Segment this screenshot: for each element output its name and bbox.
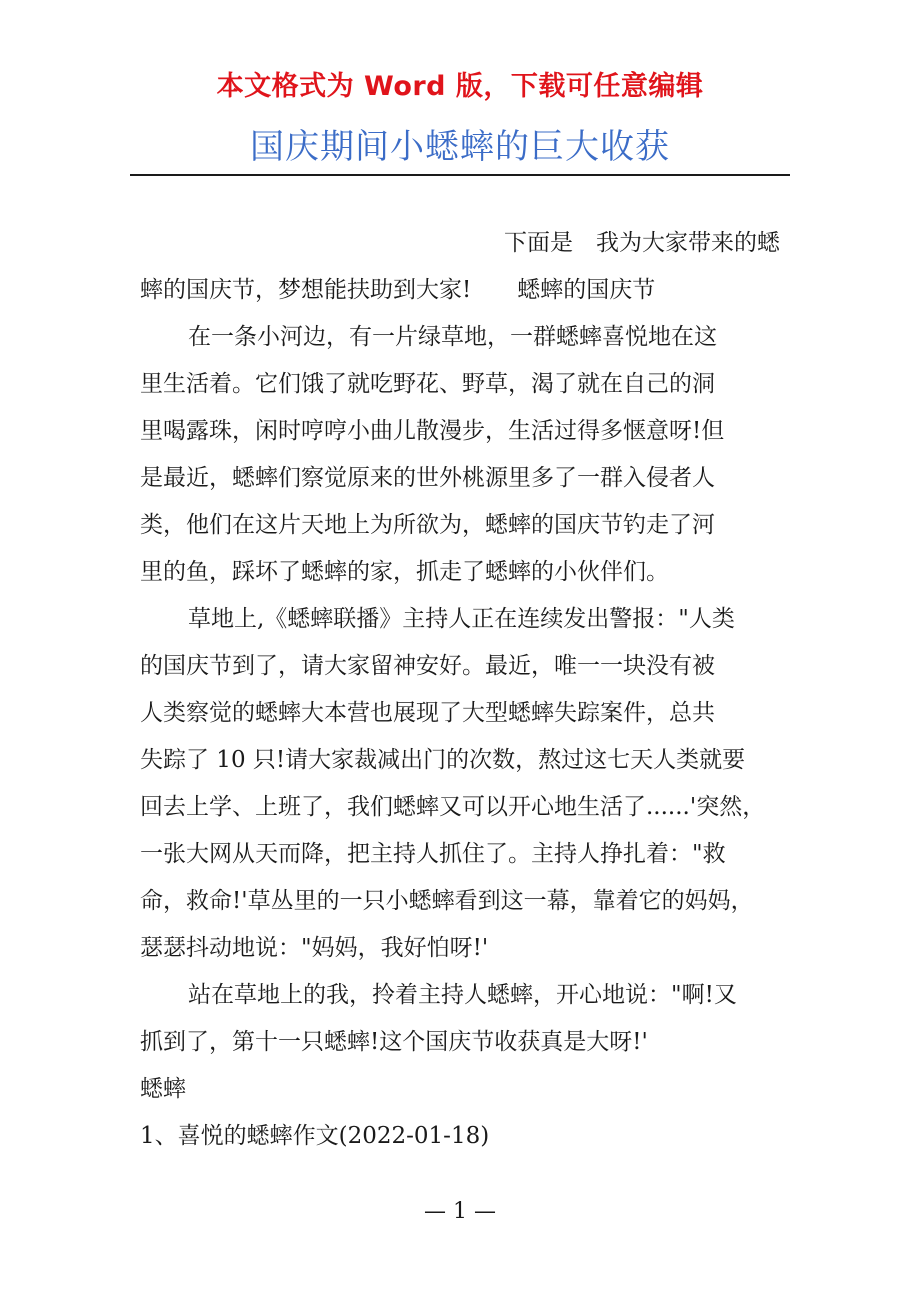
document-title: 国庆期间小蟋蟀的巨大收获 (250, 127, 670, 167)
body-line: 里的鱼，踩坏了蟋蟀的家，抓走了蟋蟀的小伙伴们。 (140, 559, 669, 585)
body-line: 的国庆节到了，请大家留神安好。最近，唯一一块没有被 (140, 653, 715, 679)
format-notice-banner: 本文格式为 Word 版，下载可任意编辑 (216, 71, 704, 102)
title-divider (130, 174, 790, 176)
body-line: 是最近，蟋蟀们察觉原来的世外桃源里多了一群入侵者人 (140, 465, 715, 491)
body-line: 蟀的国庆节，梦想能扶助到大家! 蟋蟀的国庆节 (140, 277, 656, 303)
body-line: 一张大网从天而降，把主持人抓住了。主持人挣扎着："救 (140, 841, 726, 867)
body-line: 里生活着。它们饿了就吃野花、野草，渴了就在自己的洞 (140, 371, 715, 397)
body-line: 回去上学、上班了，我们蟋蟀又可以开心地生活了......'突然， (140, 794, 766, 820)
body-line: 人类察觉的蟋蟀大本营也展现了大型蟋蟀失踪案件，总共 (140, 700, 715, 726)
body-line: 下面是 我为大家带来的蟋 (504, 230, 780, 256)
body-line: 抓到了，第十一只蟋蟀!这个国庆节收获真是大呀!' (140, 1029, 648, 1055)
paragraph-first-line: 站在草地上的我，拎着主持人蟋蟀，开心地说："啊!又 (188, 982, 737, 1008)
body-line: 蟋蟀 (140, 1076, 186, 1102)
paragraph-first-line: 草地上,《蟋蟀联播》主持人正在连续发出警报："人类 (188, 606, 735, 632)
body-line: 瑟瑟抖动地说："妈妈，我好怕呀!' (140, 935, 489, 961)
body-line: 失踪了 10 只!请大家裁减出门的次数，熬过这七天人类就要 (140, 747, 746, 773)
page-number: — 1 — (424, 1199, 496, 1224)
body-line: 里喝露珠，闲时哼哼小曲儿散漫步，生活过得多惬意呀!但 (140, 418, 725, 444)
document-body (140, 220, 785, 1160)
paragraph-first-line: 在一条小河边，有一片绿草地，一群蟋蟀喜悦地在这 (188, 324, 717, 350)
body-line: 命，救命!'草丛里的一只小蟋蟀看到这一幕，靠着它的妈妈， (140, 888, 754, 914)
related-article-link[interactable]: 1、喜悦的蟋蟀作文(2022-01-18) (140, 1123, 490, 1149)
body-line: 类，他们在这片天地上为所欲为，蟋蟀的国庆节钓走了河 (140, 512, 715, 538)
